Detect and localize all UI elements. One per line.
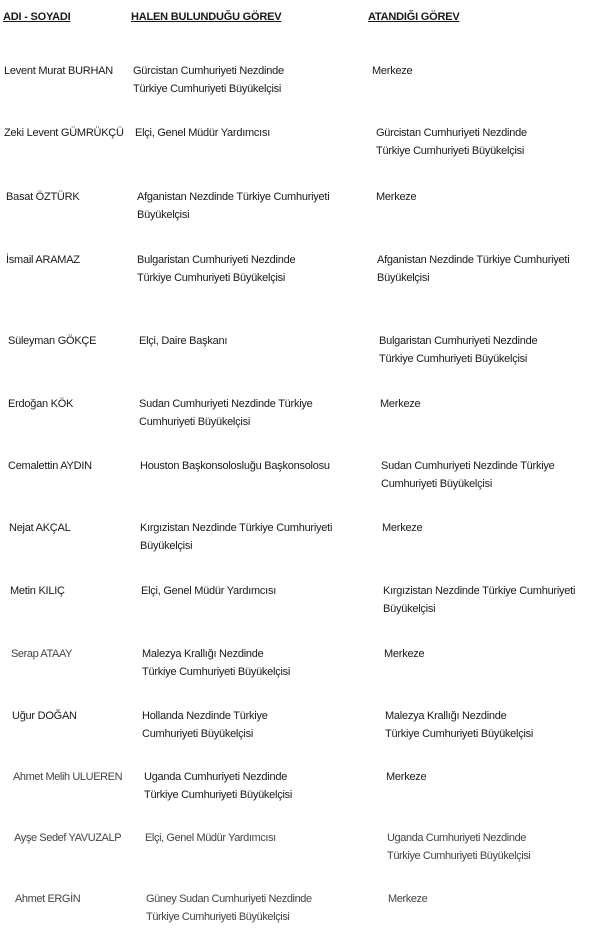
row-current-line2: Türkiye Cumhuriyeti Büyükelçisi <box>142 666 291 678</box>
row-assigned-line1: Merkeze <box>386 771 427 783</box>
row-current-line1: Malezya Krallığı Nezdinde <box>142 648 264 660</box>
row-current-line2: Türkiye Cumhuriyeti Büyükelçisi <box>146 911 290 923</box>
row-current-line1: Afganistan Nezdinde Türkiye Cumhuriyeti <box>137 191 330 203</box>
row-assigned-line2: Cumhuriyeti Büyükelçisi <box>381 478 493 490</box>
row-assigned-line2: Türkiye Cumhuriyeti Büyükelçisi <box>376 145 525 157</box>
row-name: İsmail ARAMAZ <box>6 254 80 266</box>
row-assigned-line1: Merkeze <box>376 191 417 203</box>
row-assigned-line1: Uganda Cumhuriyeti Nezdinde <box>387 832 527 844</box>
row-name: Süleyman GÖKÇE <box>8 335 97 347</box>
row-current-line1: Elçi, Daire Başkanı <box>139 335 228 347</box>
row-current-line1: Hollanda Nezdinde Türkiye <box>142 710 268 722</box>
row-current-line2: Cumhuriyeti Büyükelçisi <box>139 416 251 428</box>
row-assigned-line1: Merkeze <box>380 398 421 410</box>
row-current-line1: Uganda Cumhuriyeti Nezdinde <box>144 771 288 783</box>
row-current-line2: Büyükelçisi <box>140 540 193 552</box>
row-name: Zeki Levent GÜMRÜKÇÜ <box>4 127 124 139</box>
row-current-line1: Houston Başkonsolosluğu Başkonsolosu <box>140 460 330 472</box>
row-assigned-line1: Kırgızistan Nezdinde Türkiye Cumhuriyeti <box>383 585 576 597</box>
row-current-line2: Büyükelçisi <box>137 209 190 221</box>
row-assigned-line1: Sudan Cumhuriyeti Nezdinde Türkiye <box>381 460 555 472</box>
row-assigned-line2: Türkiye Cumhuriyeti Büyükelçisi <box>387 850 531 862</box>
row-current-line1: Gürcistan Cumhuriyeti Nezdinde <box>133 65 284 77</box>
header-name: ADI - SOYADI <box>3 11 71 23</box>
row-name: Nejat AKÇAL <box>9 522 71 534</box>
row-current-line1: Bulgaristan Cumhuriyeti Nezdinde <box>137 254 296 266</box>
row-assigned-line1: Afganistan Nezdinde Türkiye Cumhuriyeti <box>377 254 570 266</box>
row-name: Uğur DOĞAN <box>12 710 77 722</box>
row-name: Serap ATAAY <box>11 648 73 660</box>
row-assigned-line2: Büyükelçisi <box>383 603 436 615</box>
row-current-line1: Kırgızistan Nezdinde Türkiye Cumhuriyeti <box>140 522 333 534</box>
header-current-position: HALEN BULUNDUĞU GÖREV <box>131 11 282 23</box>
row-current-line1: Sudan Cumhuriyeti Nezdinde Türkiye <box>139 398 313 410</box>
row-name: Cemalettin AYDIN <box>8 460 92 472</box>
row-current-line1: Elçi, Genel Müdür Yardımcısı <box>135 127 271 139</box>
row-name: Ahmet Melih ULUEREN <box>13 771 123 783</box>
row-name: Levent Murat BURHAN <box>4 65 113 77</box>
row-name: Erdoğan KÖK <box>8 398 74 410</box>
row-current-line1: Güney Sudan Cumhuriyeti Nezdinde <box>146 893 312 905</box>
row-assigned-line1: Merkeze <box>382 522 423 534</box>
row-current-line2: Türkiye Cumhuriyeti Büyükelçisi <box>144 789 293 801</box>
row-assigned-line2: Türkiye Cumhuriyeti Büyükelçisi <box>385 728 534 740</box>
header-assigned-position: ATANDIĞI GÖREV <box>368 11 460 23</box>
row-current-line2: Cumhuriyeti Büyükelçisi <box>142 728 254 740</box>
row-assigned-line2: Türkiye Cumhuriyeti Büyükelçisi <box>379 353 528 365</box>
row-assigned-line1: Merkeze <box>388 893 428 905</box>
row-current-line1: Elçi, Genel Müdür Yardımcısı <box>141 585 277 597</box>
row-assigned-line1: Merkeze <box>384 648 425 660</box>
row-assigned-line1: Gürcistan Cumhuriyeti Nezdinde <box>376 127 527 139</box>
row-name: Ahmet ERGİN <box>15 893 81 905</box>
row-assigned-line1: Bulgaristan Cumhuriyeti Nezdinde <box>379 335 538 347</box>
row-assigned-line2: Büyükelçisi <box>377 272 430 284</box>
row-current-line2: Türkiye Cumhuriyeti Büyükelçisi <box>137 272 286 284</box>
row-name: Ayşe Sedef YAVUZALP <box>14 832 122 844</box>
row-assigned-line1: Malezya Krallığı Nezdinde <box>385 710 507 722</box>
row-name: Basat ÖZTÜRK <box>6 191 80 203</box>
row-assigned-line1: Merkeze <box>372 65 413 77</box>
row-current-line2: Türkiye Cumhuriyeti Büyükelçisi <box>133 83 282 95</box>
row-current-line1: Elçi, Genel Müdür Yardımcısı <box>145 832 276 844</box>
row-name: Metin KILIÇ <box>10 585 65 597</box>
